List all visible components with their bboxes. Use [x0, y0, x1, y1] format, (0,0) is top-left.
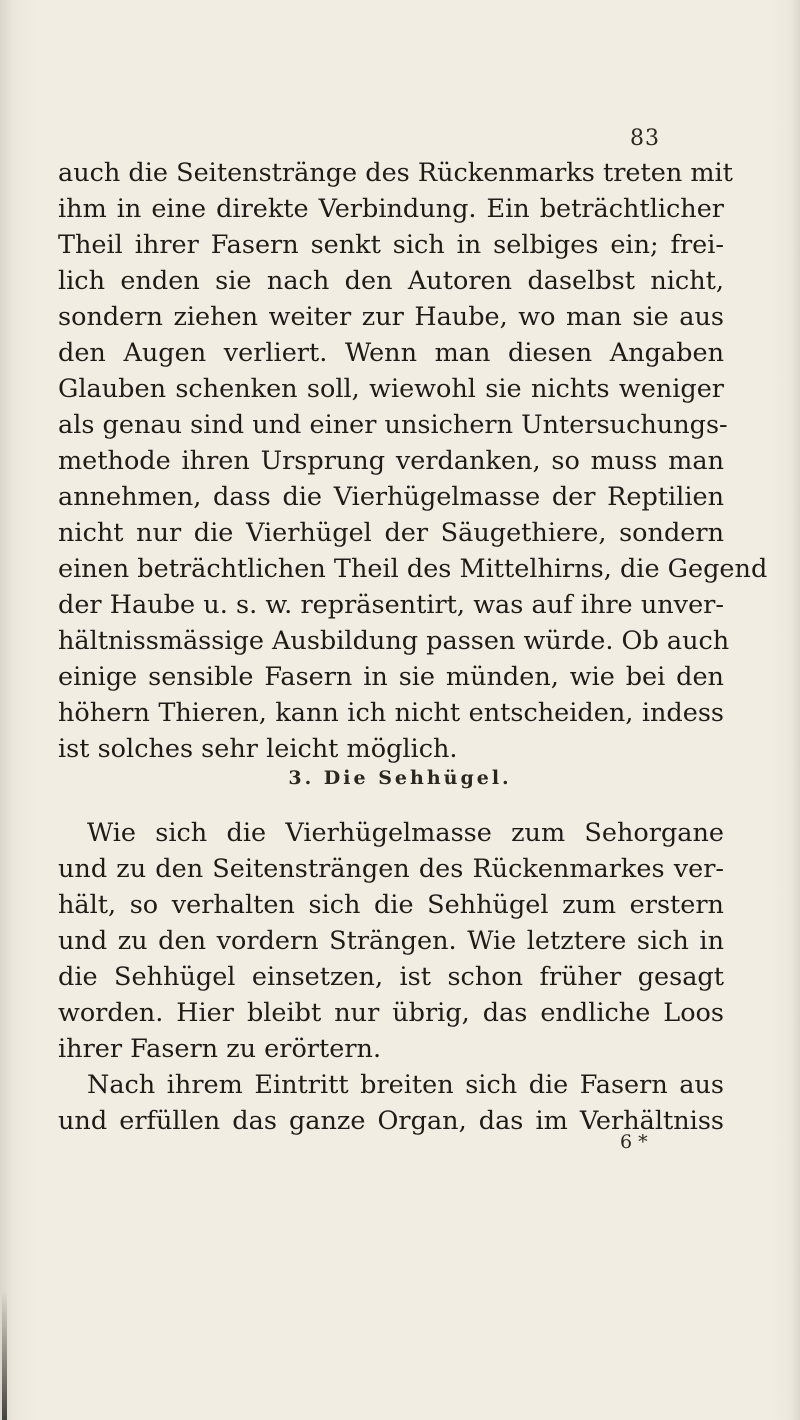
text-line: methode ihren Ursprung verdanken, so muss man — [58, 446, 724, 476]
text-line: und zu den Seitensträngen des Rückenmarkes ver- — [58, 854, 724, 884]
text-line: den Augen verliert. Wenn man diesen Angaben — [58, 338, 724, 368]
text-line: Wie sich die Vierhügelmasse zum Sehorgane — [87, 818, 724, 848]
text-line: einen beträchtlichen Theil des Mittelhirns, die Gegend — [58, 554, 768, 584]
spine-shadow — [2, 1290, 7, 1420]
text-line: ist solches sehr leicht möglich. — [58, 734, 458, 764]
text-line: und erfüllen das ganze Organ, das im Verhältniss — [58, 1106, 724, 1136]
signature-mark: 6 * — [620, 1131, 648, 1153]
section-heading: 3. Die Sehhügel. — [288, 767, 512, 789]
text-line: sondern ziehen weiter zur Haube, wo man sie aus — [58, 302, 724, 332]
text-line: Glauben schenken soll, wiewohl sie nichts weniger — [58, 374, 724, 404]
text-line: auch die Seitenstränge des Rückenmarks treten mit — [58, 158, 733, 188]
text-line: hält, so verhalten sich die Sehhügel zum erstern — [58, 890, 724, 920]
text-line: die Sehhügel einsetzen, ist schon früher gesagt — [58, 962, 724, 992]
text-line: Nach ihrem Eintritt breiten sich die Fasern aus — [87, 1070, 724, 1100]
text-line: ihrer Fasern zu erörtern. — [58, 1034, 382, 1064]
text-line: lich enden sie nach den Autoren daselbst nicht, — [58, 266, 724, 296]
text-line: Theil ihrer Fasern senkt sich in selbiges ein; frei- — [58, 230, 724, 260]
text-line: nicht nur die Vierhügel der Säugethiere, sondern — [58, 518, 724, 548]
text-line: und zu den vordern Strängen. Wie letztere sich in — [58, 926, 724, 956]
text-line: annehmen, dass die Vierhügelmasse der Reptilien — [58, 482, 724, 512]
text-line: höhern Thieren, kann ich nicht entscheiden, indess — [58, 698, 724, 728]
text-line: als genau sind und einer unsichern Untersuchungs- — [58, 410, 728, 440]
text-line: der Haube u. s. w. repräsentirt, was auf ihre unver- — [58, 590, 724, 620]
text-line: ihm in eine direkte Verbindung. Ein beträchtlicher — [58, 194, 724, 224]
text-line: hältnissmässige Ausbildung passen würde. Ob auch — [58, 626, 730, 656]
page-number: 83 — [630, 126, 660, 151]
text-line: einige sensible Fasern in sie münden, wie bei den — [58, 662, 724, 692]
text-line: worden. Hier bleibt nur übrig, das endliche Loos — [58, 998, 724, 1028]
